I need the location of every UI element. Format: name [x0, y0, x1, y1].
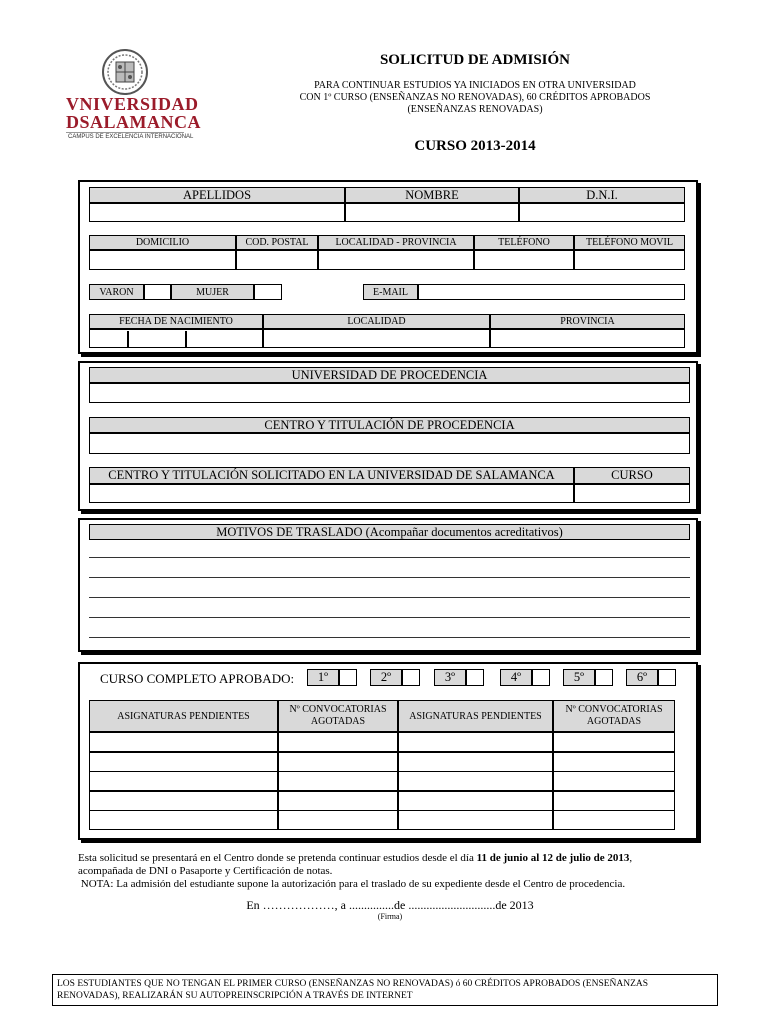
convocatorias-header-right — [553, 700, 675, 732]
curso-checkbox-3[interactable] — [466, 669, 484, 686]
asignaturas-cell[interactable] — [398, 752, 553, 772]
asignaturas-cell[interactable] — [89, 752, 278, 772]
cod-postal-header: COD. POSTAL — [236, 235, 318, 250]
apellidos-field[interactable] — [89, 203, 345, 222]
convocatorias-right-line2: AGOTADAS — [586, 716, 642, 727]
motivos-header: MOTIVOS DE TRASLADO (Acompañar documentos acreditativos) — [89, 524, 690, 540]
fecha-nacimiento-header: FECHA DE NACIMIENTO — [89, 314, 263, 329]
localidad-field[interactable] — [263, 329, 490, 348]
convocatorias-left-line1: Nº CONVOCATORIAS — [289, 704, 387, 715]
asignaturas-cell[interactable] — [398, 771, 553, 791]
internet-notice-box — [52, 974, 718, 1006]
motivos-line-3[interactable] — [89, 597, 690, 598]
curso-checkbox-5[interactable] — [595, 669, 613, 686]
university-seal-icon — [100, 48, 150, 96]
asignaturas-header-right: ASIGNATURAS PENDIENTES — [398, 700, 553, 732]
telefono-field[interactable] — [474, 250, 574, 270]
telefono-header: TELÉFONO — [474, 235, 574, 250]
note-text-c: , — [629, 852, 633, 864]
curso-option-5: 5º — [563, 669, 595, 686]
domicilio-header: DOMICILIO — [89, 235, 236, 250]
submission-note — [78, 852, 758, 864]
varon-label: VARON — [89, 284, 144, 300]
course-year: CURSO 2013-2014 — [414, 138, 536, 154]
varon-checkbox[interactable] — [144, 284, 171, 300]
centro-titulacion-header: CENTRO Y TITULACIÓN DE PROCEDENCIA — [89, 417, 690, 433]
date-signature-line[interactable]: En ………………, a ...............de .............................de 2013 — [246, 898, 534, 912]
asignaturas-cell[interactable] — [553, 732, 675, 752]
telefono-movil-field[interactable] — [574, 250, 685, 270]
telefono-movil-header: TELÉFONO MOVIL — [574, 235, 685, 250]
logo-divider — [66, 132, 184, 133]
asignaturas-cell[interactable] — [89, 732, 278, 752]
curso-option-1: 1º — [307, 669, 339, 686]
internet-notice-text: LOS ESTUDIANTES QUE NO TENGAN EL PRIMER CURSO (ENSEÑANZAS NO RENOVADAS) ó 60 CRÉDITOS APROBADOS (ENSEÑANZAS RENOVADAS), REALIZARÁN SU AUTOPREINSCRIPCIÓN A TRAVÉS DE INTERNET — [57, 979, 649, 1001]
asignaturas-cell[interactable] — [398, 791, 553, 811]
logo-line1: VNIVERSIDAD — [66, 94, 199, 114]
nota-admision: NOTA: La admisión del estudiante supone la autorización para el traslado de su expediente desde el Centro de procedencia. — [78, 878, 626, 890]
motivos-line-1[interactable] — [89, 557, 690, 558]
nombre-field[interactable] — [345, 203, 519, 222]
centro-solicitado-field[interactable] — [89, 484, 574, 503]
asignaturas-cell[interactable] — [278, 771, 398, 791]
email-field[interactable] — [418, 284, 685, 300]
subtitle-line1: PARA CONTINUAR ESTUDIOS YA INICIADOS EN OTRA UNIVERSIDAD — [314, 80, 636, 91]
asignaturas-cell[interactable] — [553, 810, 675, 830]
localidad-header: LOCALIDAD — [263, 314, 490, 329]
convocatorias-right-line1: Nº CONVOCATORIAS — [565, 704, 663, 715]
motivos-line-5[interactable] — [89, 637, 690, 638]
subtitle-line3: (ENSEÑANZAS RENOVADAS) — [407, 104, 543, 115]
dni-field[interactable] — [519, 203, 685, 222]
asignaturas-cell[interactable] — [553, 752, 675, 772]
motivos-line-4[interactable] — [89, 617, 690, 618]
domicilio-field[interactable] — [89, 250, 236, 270]
convocatorias-header-left — [278, 700, 398, 732]
cod-postal-field[interactable] — [236, 250, 318, 270]
curso-checkbox-2[interactable] — [402, 669, 420, 686]
asignaturas-header-left: ASIGNATURAS PENDIENTES — [89, 700, 278, 732]
note-dates: 11 de junio al 12 de julio de 2013 — [476, 852, 630, 864]
page-title: SOLICITUD DE ADMISIÓN — [379, 52, 571, 68]
documents-note: acompañada de DNI o Pasaporte y Certificación de notas. — [78, 865, 333, 877]
fecha-divider-2 — [185, 331, 187, 347]
asignaturas-cell[interactable] — [398, 810, 553, 830]
curso-completo-label: CURSO COMPLETO APROBADO: — [100, 671, 295, 686]
logo-tagline: CAMPUS DE EXCELENCIA INTERNACIONAL — [68, 134, 194, 140]
curso-field[interactable] — [574, 484, 690, 503]
provincia-header: PROVINCIA — [490, 314, 685, 329]
provincia-field[interactable] — [490, 329, 685, 348]
mujer-label: MUJER — [171, 284, 254, 300]
asignaturas-cell[interactable] — [89, 791, 278, 811]
asignaturas-cell[interactable] — [278, 810, 398, 830]
curso-checkbox-6[interactable] — [658, 669, 676, 686]
logo-line2: DSALAMANCA — [66, 112, 201, 132]
universidad-procedencia-header: UNIVERSIDAD DE PROCEDENCIA — [89, 367, 690, 383]
motivos-line-2[interactable] — [89, 577, 690, 578]
curso-checkbox-4[interactable] — [532, 669, 550, 686]
asignaturas-cell[interactable] — [278, 732, 398, 752]
curso-checkbox-1[interactable] — [339, 669, 357, 686]
curso-option-6: 6º — [626, 669, 658, 686]
curso-option-2: 2º — [370, 669, 402, 686]
fecha-divider-1 — [127, 331, 129, 347]
localidad-provincia-header: LOCALIDAD - PROVINCIA — [318, 235, 474, 250]
asignaturas-cell[interactable] — [553, 791, 675, 811]
email-label: E-MAIL — [363, 284, 418, 300]
centro-titulacion-field[interactable] — [89, 433, 690, 454]
subtitle-line2: CON 1º CURSO (ENSEÑANZAS NO RENOVADAS), 60 CRÉDITOS APROBADOS — [299, 92, 651, 103]
dni-header: D.N.I. — [519, 187, 685, 203]
fecha-nacimiento-field[interactable] — [89, 329, 263, 348]
nombre-header: NOMBRE — [345, 187, 519, 203]
centro-solicitado-header: CENTRO Y TITULACIÓN SOLICITADO EN LA UNIVERSIDAD DE SALAMANCA — [89, 467, 574, 484]
asignaturas-cell[interactable] — [278, 752, 398, 772]
university-logo — [62, 48, 202, 143]
curso-header: CURSO — [574, 467, 690, 484]
universidad-procedencia-field[interactable] — [89, 383, 690, 403]
curso-option-3: 3º — [434, 669, 466, 686]
asignaturas-cell[interactable] — [398, 732, 553, 752]
asignaturas-cell[interactable] — [89, 810, 278, 830]
note-text-a: Esta solicitud se presentará en el Centro donde se pretenda continuar estudios desde el día — [78, 852, 477, 864]
curso-option-4: 4º — [500, 669, 532, 686]
firma-label: (Firma) — [377, 912, 403, 921]
asignaturas-cell[interactable] — [278, 791, 398, 811]
mujer-checkbox[interactable] — [254, 284, 282, 300]
asignaturas-cell[interactable] — [89, 771, 278, 791]
apellidos-header: APELLIDOS — [89, 187, 345, 203]
asignaturas-cell[interactable] — [553, 771, 675, 791]
localidad-provincia-field[interactable] — [318, 250, 474, 270]
convocatorias-left-line2: AGOTADAS — [310, 716, 366, 727]
